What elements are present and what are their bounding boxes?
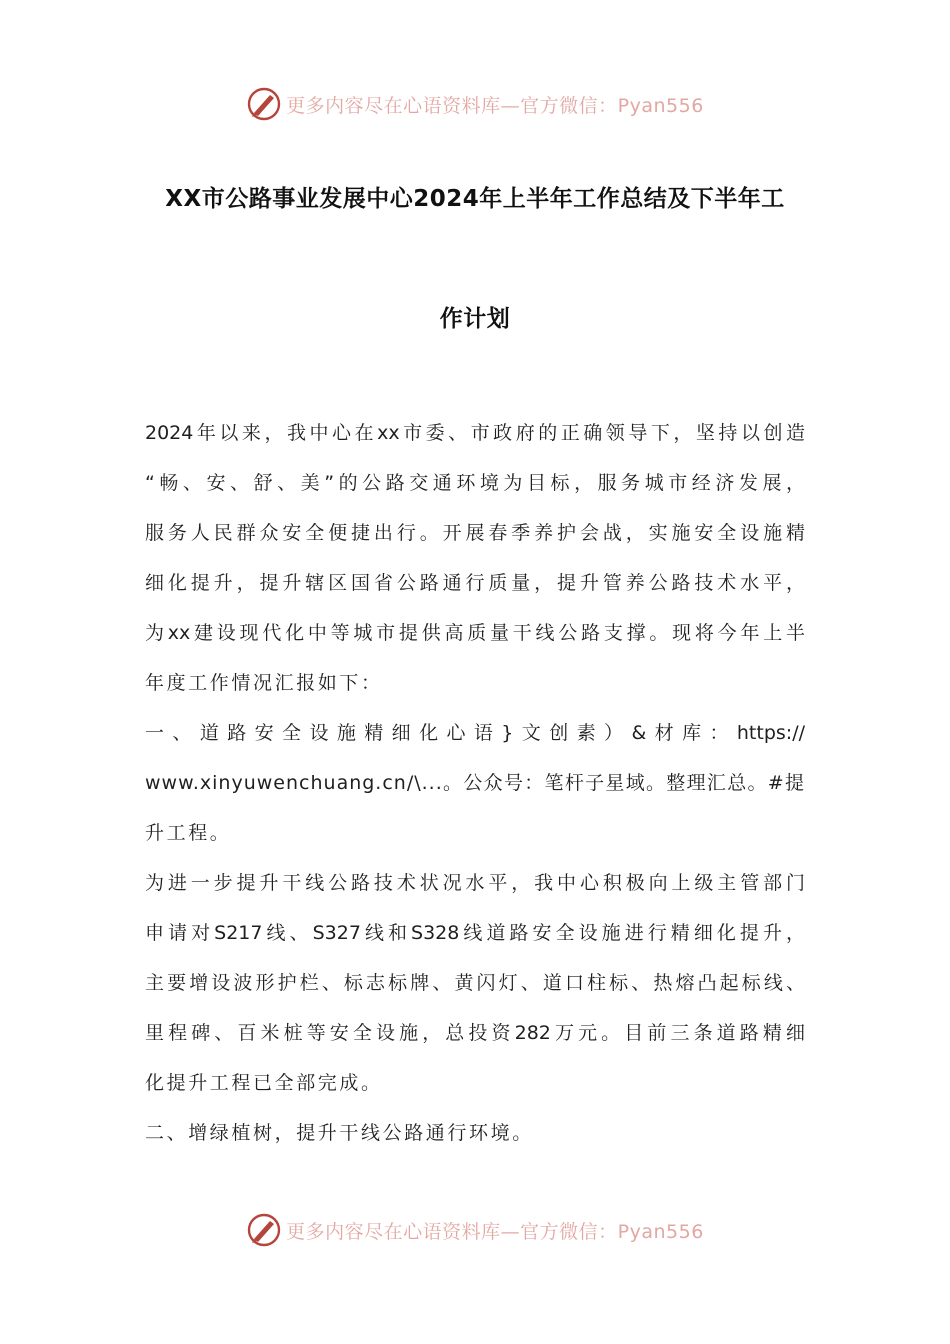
body-line-9: 为进一步提升干线公路技术状况水平，我中心积极向上级主管部门 [145,872,805,894]
body-line-6: 年度工作情况汇报如下： [145,672,383,694]
body-line-10: 申请对S217线、S327线和S328线道路安全设施进行精细化提升， [145,922,805,944]
section-heading-2: 二、增绿植树，提升干线公路通行环境。 [145,1122,534,1144]
watermark-wechat: Pyan556 [617,94,704,117]
body-line-3: 服务人民群众安全便捷出行。开展春季养护会战，实施安全设施精 [145,522,805,544]
body-line-13: 化提升工程已全部完成。 [145,1072,383,1094]
watermark-wechat: Pyan556 [617,1220,704,1243]
watermark-text [286,91,704,118]
pen-logo-icon [246,1212,282,1248]
document-title-line-1: XX市公路事业发展中心2024年上半年工作总结及下半年工 [165,186,785,212]
body-line-12: 里程碑、百米桩等安全设施，总投资282万元。目前三条道路精细 [145,1022,805,1044]
body-line-8: 升工程。 [145,822,232,844]
pen-logo-icon [246,86,282,122]
body-line-4: 细化提升，提升辖区国省公路通行质量，提升管养公路技术水平， [145,572,805,594]
watermark-slogan: 更多内容尽在心语资料库—官方微信： [286,1220,618,1243]
body-line-1: 2024年以来，我中心在xx市委、市政府的正确领导下，坚持以创造 [145,422,805,444]
section-heading-1: 一、道路安全设施精细化心语}文创素）&材库：https:// [145,722,805,744]
watermark-banner-bottom [0,1208,950,1252]
watermark-slogan: 更多内容尽在心语资料库—官方微信： [286,94,618,117]
body-line-2: “畅、安、舒、美”的公路交通环境为目标，服务城市经济发展， [145,472,805,494]
body-line-5: 为xx建设现代化中等城市提供高质量干线公路支撑。现将今年上半 [145,622,805,644]
document-title-line-2: 作计划 [439,306,511,332]
watermark-banner-top [0,82,950,126]
body-line-11: 主要增设波形护栏、标志标牌、黄闪灯、道口柱标、热熔凸起标线、 [145,972,805,994]
watermark-text [286,1217,704,1244]
body-line-url: www.xinyuwenchuang.cn/\...。公众号：笔杆子星域。整理汇总。#提 [145,772,805,794]
